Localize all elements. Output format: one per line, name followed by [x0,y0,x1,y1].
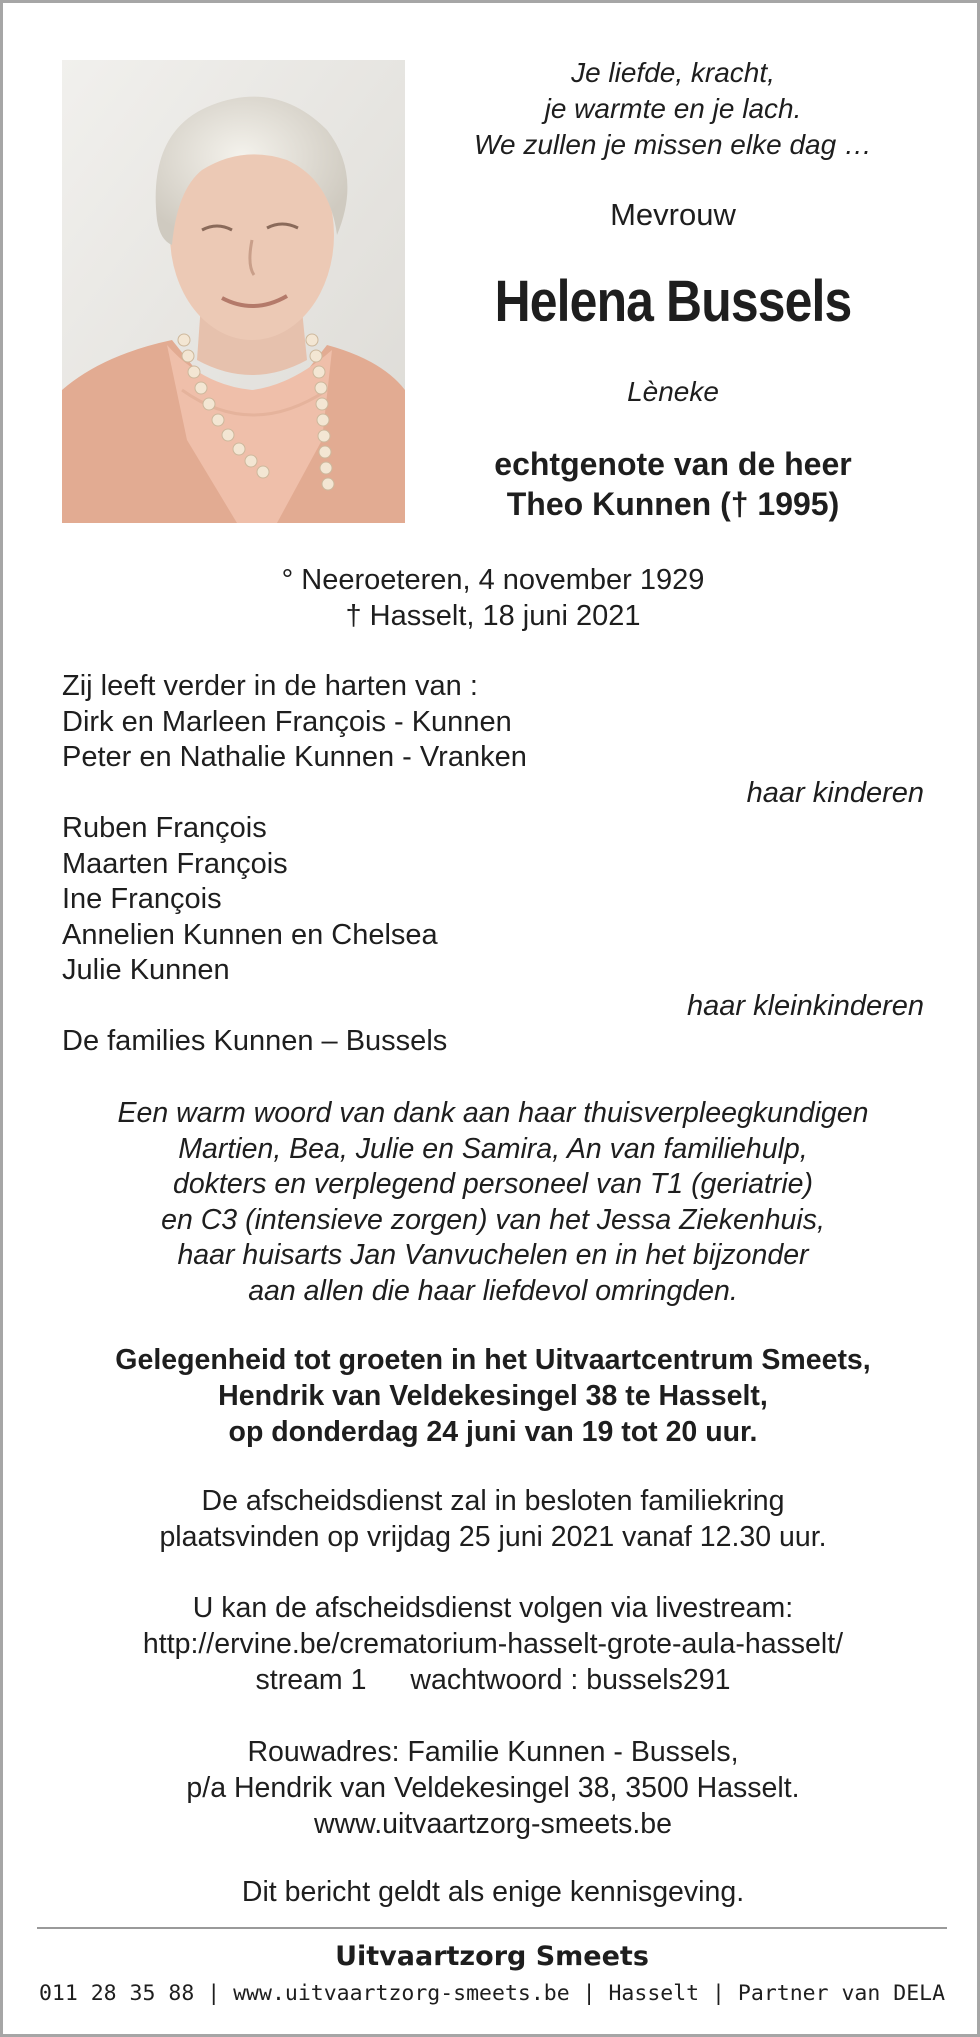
thanks-line: Een warm woord van dank aan haar thuisverpleegkundigen [117,1097,869,1129]
livestream-intro: U kan de afscheidsdienst volgen via livestream: [192,1592,794,1624]
list-item: Peter en Nathalie Kunnen - Vranken [62,741,527,773]
list-item: Dirk en Marleen François - Kunnen [62,705,512,738]
life-dates [62,562,924,634]
livestream-credentials [62,1662,924,1698]
address-website: www.uitvaartzorg-smeets.be [314,1808,672,1840]
spouse-info [423,444,923,524]
poem-line: We zullen je missen elke dag … [474,129,872,160]
families-line: De families Kunnen – Bussels [62,1025,448,1057]
visitation-line: op donderdag 24 juni van 19 tot 20 uur. [228,1416,758,1448]
livestream-info [62,1590,924,1698]
poem-line: je warmte en je lach. [544,93,802,124]
thanks-line: dokters en verplegend personeel van T1 (geriatrie) [172,1168,814,1200]
death-date: † Hasselt, 18 juni 2021 [345,600,641,632]
stream-number: stream 1 [255,1664,367,1696]
funeral-home-name: Uitvaartzorg Smeets [335,1941,649,1972]
thanks-message [62,1096,924,1309]
visitation-line: Gelegenheid tot groeten in het Uitvaartcentrum Smeets, [115,1344,871,1376]
grandchildren-label: haar kleinkinderen [687,989,924,1022]
thanks-line: haar huisarts Jan Vanvuchelen en in het bijzonder [177,1239,809,1271]
service-line: plaatsvinden op vrijdag 25 juni 2021 vanaf 12.30 uur. [159,1521,827,1553]
notice-line: Dit bericht geldt als enige kennisgeving. [241,1876,745,1908]
visitation-line: Hendrik van Veldekesingel 38 te Hasselt, [218,1380,768,1412]
survivors-intro: Zij leeft verder in de harten van : [62,670,478,702]
birth-date: ° Neeroeteren, 4 november 1929 [281,564,705,596]
address-line: p/a Hendrik van Veldekesingel 38, 3500 Hasselt. [186,1772,800,1804]
stream-password: wachtwoord : bussels291 [410,1664,731,1696]
salutation: Mevrouw [610,197,736,232]
spouse-line: Theo Kunnen († 1995) [506,486,840,522]
list-item: Ruben François [62,812,267,844]
spouse-line: echtgenote van de heer [494,446,852,482]
list-item: Maarten François [62,847,288,880]
mourning-address [62,1734,924,1842]
deceased-name: Helena Bussels [494,269,852,334]
portrait-photo [62,60,405,523]
poem [423,55,923,163]
thanks-line: en C3 (intensieve zorgen) van het Jessa Ziekenhuis, [161,1203,825,1236]
children-label: haar kinderen [746,776,924,809]
list-item: Julie Kunnen [62,954,230,986]
visitation-info [62,1342,924,1450]
funeral-home-contact: 011 28 35 88 | www.uitvaartzorg-smeets.be | Hasselt | Partner van DELA [38,1981,946,2006]
livestream-url: http://ervine.be/crematorium-hasselt-grote-aula-hasselt/ [142,1628,844,1660]
service-info [62,1483,924,1555]
list-item: Ine François [62,883,222,915]
footer-divider [37,1927,947,1929]
address-line: Rouwadres: Familie Kunnen - Bussels, [247,1736,739,1768]
nickname: Lèneke [627,376,719,407]
survivors-list [62,669,924,1060]
poem-line: Je liefde, kracht, [571,57,775,88]
thanks-line: Martien, Bea, Julie en Samira, An van familiehulp, [178,1132,808,1165]
thanks-line: aan allen die haar liefdevol omringden. [248,1274,738,1307]
service-line: De afscheidsdienst zal in besloten familiekring [201,1485,785,1517]
list-item: Annelien Kunnen en Chelsea [62,918,438,951]
